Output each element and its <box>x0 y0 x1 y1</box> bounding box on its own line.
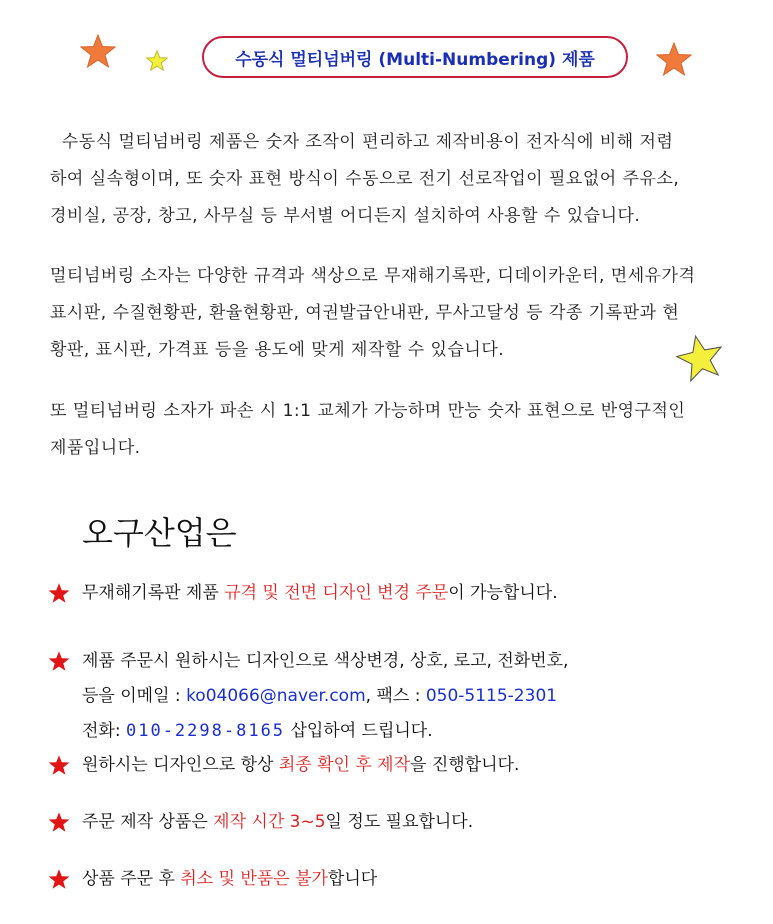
paragraph-line: 수동식 멀티넘버링 제품은 숫자 조작이 편리하고 제작비용이 전자식에 비해 저렴 <box>50 132 674 152</box>
red-star-bullet-icon <box>48 868 70 890</box>
paragraph-line: 경비실, 공장, 창고, 사무실 등 부서별 어디든지 설치하여 사용할 수 있습니다. <box>50 206 641 226</box>
notice-text: 제품 주문시 원하시는 디자인으로 색상변경, 상호, 로고, 전화번호, <box>82 651 569 671</box>
notice-text: 합니다 <box>327 869 378 889</box>
notice-highlight: 규격 및 전면 디자인 변경 주문 <box>224 583 449 603</box>
red-star-bullet-icon <box>48 650 70 672</box>
notice-text: 을 진행합니다. <box>410 755 520 775</box>
notice-text: 원하시는 디자인으로 항상 <box>82 755 279 775</box>
notice-highlight: 최종 확인 후 제작 <box>278 755 411 775</box>
paragraph-line: 표시판, 수질현황판, 환율현황판, 여권발급안내판, 무사고달성 등 각종 기록판과 현 <box>50 303 680 323</box>
red-star-bullet-icon <box>48 754 70 776</box>
notice-item <box>48 576 758 611</box>
page-title-text: 수동식 멀티넘버링 (Multi-Numbering) 제품 <box>235 49 595 70</box>
usage-paragraph <box>50 258 740 369</box>
red-star-bullet-icon <box>48 811 70 833</box>
company-heading: 오구산업은 <box>82 514 237 552</box>
durability-paragraph <box>50 393 740 467</box>
intro-paragraph <box>50 124 740 235</box>
red-star-bullet-icon <box>48 582 70 604</box>
orange-star-icon <box>656 42 692 76</box>
yellow-star-icon <box>146 50 168 71</box>
notice-text: 일 정도 필요합니다. <box>325 812 474 832</box>
notice-text: 무재해기록판 제품 <box>82 583 225 603</box>
phone-label: 전화: <box>82 721 126 741</box>
fax-label: , 팩스 : <box>365 686 426 706</box>
notice-text: 상품 주문 후 <box>82 869 181 889</box>
notice-text: 삽입하여 드립니다. <box>285 721 433 741</box>
paragraph-line: 멀티넘버링 소자는 다양한 규격과 색상으로 무재해기록판, 디데이카운터, 면세유가격 <box>50 266 696 286</box>
notice-item <box>48 805 758 840</box>
orange-star-icon <box>80 34 116 68</box>
notice-highlight: 제작 시간 3~5 <box>213 812 326 832</box>
notice-text: 주문 제작 상품은 <box>82 812 214 832</box>
page-title <box>202 36 628 78</box>
notice-item <box>48 748 758 783</box>
phone-number[interactable]: 010-2298-8165 <box>125 721 286 741</box>
notice-item <box>48 644 758 749</box>
notice-item <box>48 862 758 897</box>
notice-highlight: 취소 및 반품은 불가 <box>180 869 328 889</box>
paragraph-line: 하여 실속형이며, 또 숫자 표현 방식이 수동으로 전기 선로작업이 필요없어 주유소, <box>50 169 680 189</box>
email-address[interactable]: ko04066@naver.com <box>186 686 366 706</box>
paragraph-line: 또 멀티넘버링 소자가 파손 시 1:1 교체가 가능하며 만능 숫자 표현으로 반영구적인 <box>50 401 686 421</box>
paragraph-line: 제품입니다. <box>50 438 141 458</box>
fax-number: 050-5115-2301 <box>425 686 558 706</box>
paragraph-line: 황판, 표시판, 가격표 등을 용도에 맞게 제작할 수 있습니다. <box>50 340 505 360</box>
email-label: 등을 이메일 : <box>82 686 187 706</box>
notice-text: 이 가능합니다. <box>448 583 558 603</box>
